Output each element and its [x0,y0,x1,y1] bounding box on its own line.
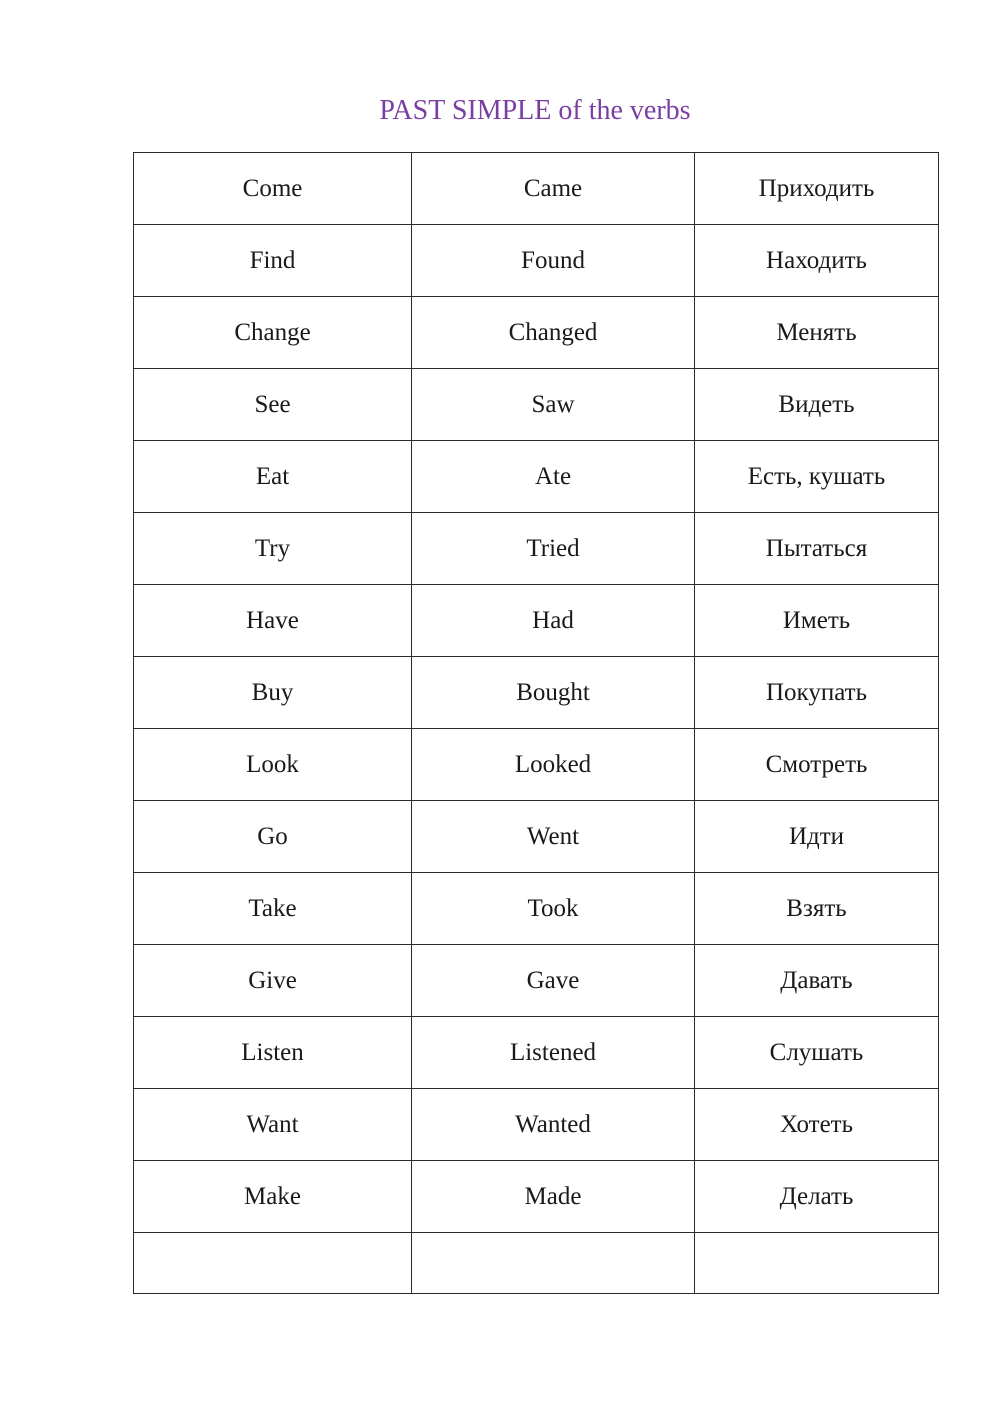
past-simple-cell: Looked [412,729,695,801]
table-row [134,1233,939,1294]
base-verb-cell: Find [134,225,412,297]
table-row [134,513,939,585]
past-simple-cell: Came [412,153,695,225]
base-verb-cell: Have [134,585,412,657]
past-simple-cell: Gave [412,945,695,1017]
base-verb-cell: Go [134,801,412,873]
base-verb-cell: Change [134,297,412,369]
table-row [134,225,939,297]
past-simple-cell [412,1233,695,1294]
translation-cell: Иметь [695,585,939,657]
translation-cell: Видеть [695,369,939,441]
table-row [134,441,939,513]
base-verb-cell: Want [134,1089,412,1161]
past-simple-cell: Saw [412,369,695,441]
base-verb-cell [134,1233,412,1294]
table-row [134,945,939,1017]
translation-cell: Менять [695,297,939,369]
translation-cell [695,1233,939,1294]
translation-cell: Хотеть [695,1089,939,1161]
table-row [134,1017,939,1089]
past-simple-cell: Wanted [412,1089,695,1161]
translation-cell: Смотреть [695,729,939,801]
past-simple-cell: Took [412,873,695,945]
table-row [134,297,939,369]
table-row [134,585,939,657]
past-simple-cell: Ate [412,441,695,513]
table-row [134,1161,939,1233]
base-verb-cell: Look [134,729,412,801]
translation-cell: Покупать [695,657,939,729]
past-simple-cell: Listened [412,1017,695,1089]
past-simple-cell: Bought [412,657,695,729]
base-verb-cell: Buy [134,657,412,729]
translation-cell: Находить [695,225,939,297]
base-verb-cell: Take [134,873,412,945]
translation-cell: Давать [695,945,939,1017]
table-row [134,801,939,873]
translation-cell: Идти [695,801,939,873]
table-row [134,1089,939,1161]
past-simple-cell: Went [412,801,695,873]
page-title: PAST SIMPLE of the verbs [379,95,691,126]
base-verb-cell: Give [134,945,412,1017]
past-simple-cell: Had [412,585,695,657]
table-row [134,657,939,729]
past-simple-cell: Made [412,1161,695,1233]
translation-cell: Пытаться [695,513,939,585]
base-verb-cell: See [134,369,412,441]
base-verb-cell: Make [134,1161,412,1233]
base-verb-cell: Listen [134,1017,412,1089]
table-row [134,729,939,801]
table-row [134,153,939,225]
translation-cell: Слушать [695,1017,939,1089]
past-simple-cell: Found [412,225,695,297]
base-verb-cell: Come [134,153,412,225]
translation-cell: Есть, кушать [695,441,939,513]
translation-cell: Взять [695,873,939,945]
base-verb-cell: Eat [134,441,412,513]
verbs-table [133,152,939,1294]
verbs-table-body [134,153,939,1294]
table-row [134,873,939,945]
past-simple-cell: Tried [412,513,695,585]
translation-cell: Делать [695,1161,939,1233]
base-verb-cell: Try [134,513,412,585]
past-simple-cell: Changed [412,297,695,369]
table-row [134,369,939,441]
translation-cell: Приходить [695,153,939,225]
